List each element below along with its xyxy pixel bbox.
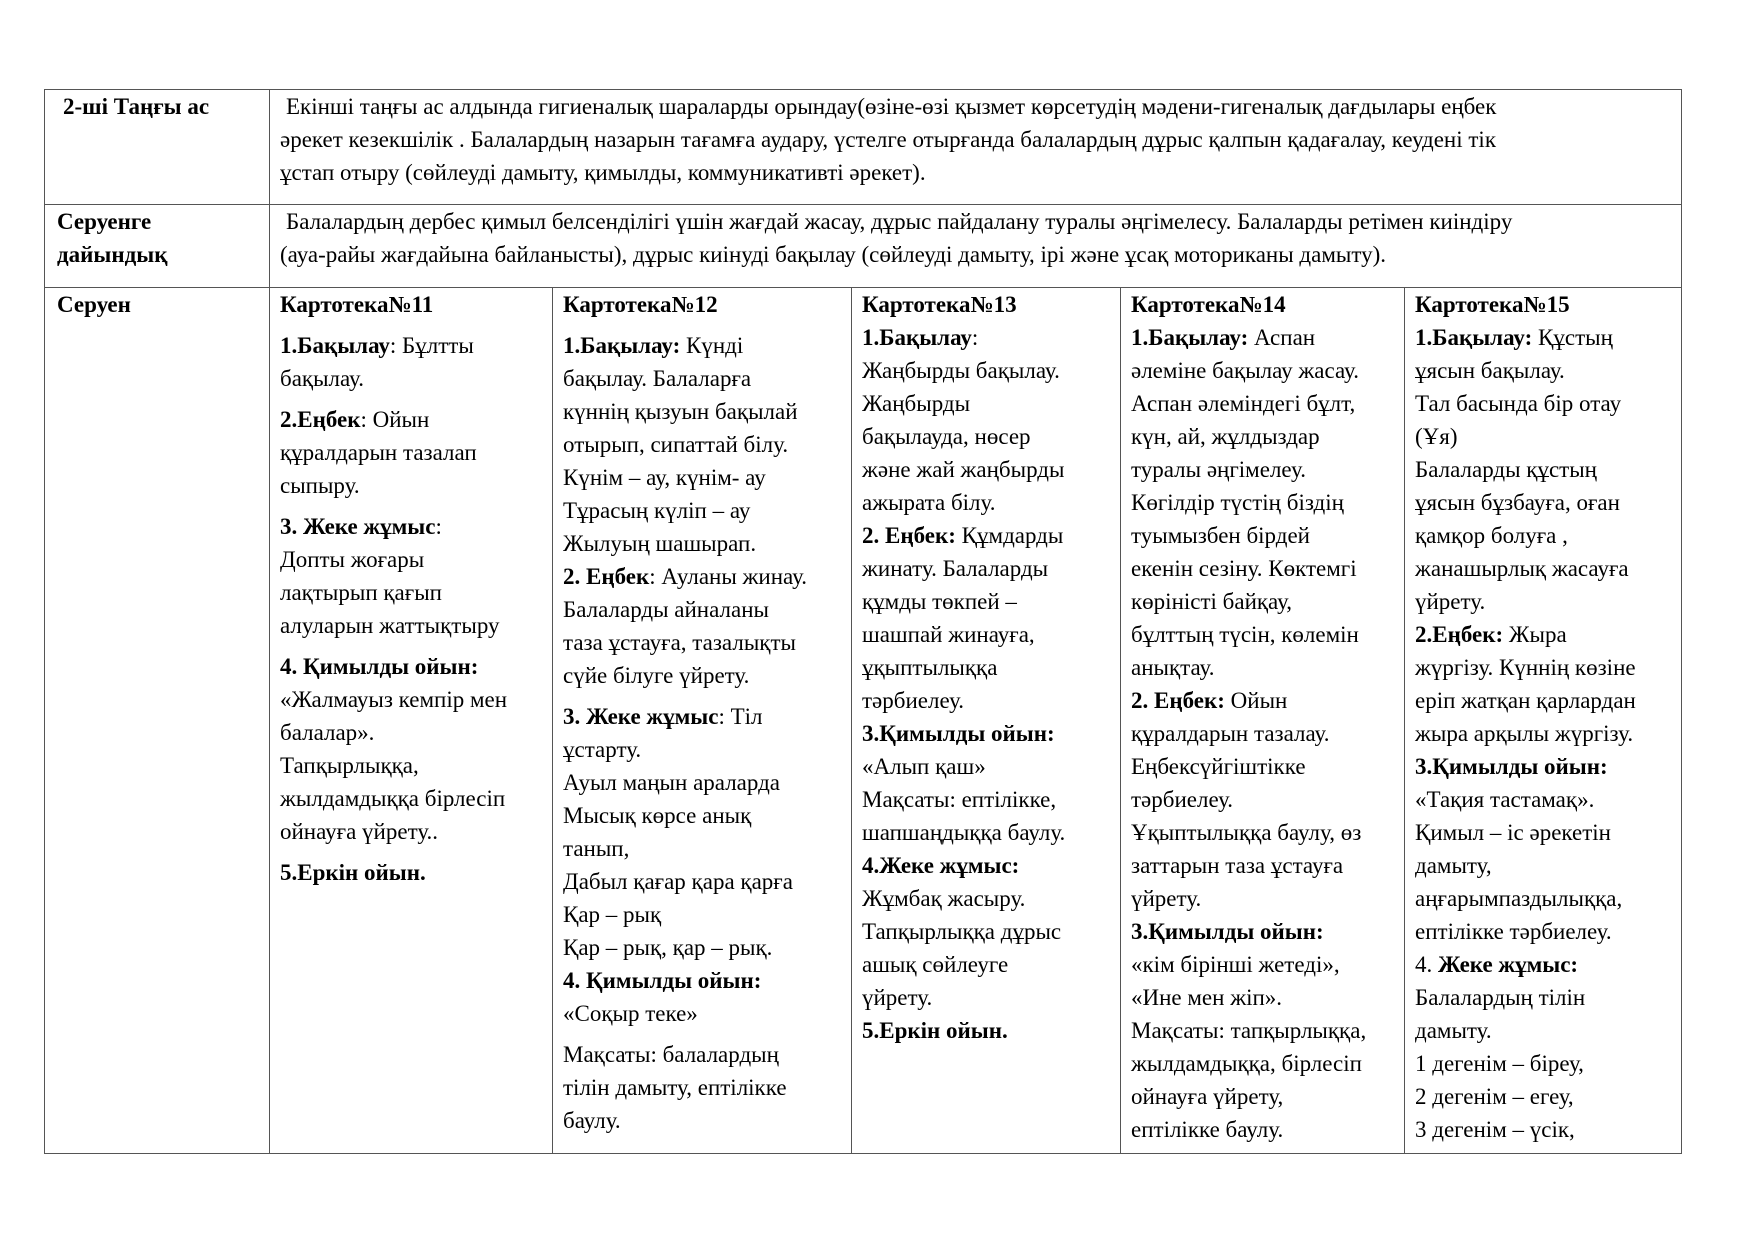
card-line bbox=[862, 1014, 1114, 1047]
bold-segment: 5.Еркін ойын. bbox=[862, 1018, 1008, 1043]
card-line bbox=[1131, 783, 1398, 816]
card-line bbox=[280, 362, 546, 395]
card-line bbox=[862, 783, 1114, 816]
card-section bbox=[563, 329, 845, 692]
text-segment: еріп жатқан қарлардан bbox=[1415, 688, 1636, 713]
bold-segment: 3.Қимылды ойын: bbox=[862, 721, 1055, 746]
card-line bbox=[563, 964, 845, 997]
card-line bbox=[280, 436, 546, 469]
bold-segment: 2. Еңбек: bbox=[862, 523, 956, 548]
card-line bbox=[1415, 816, 1675, 849]
text-segment: «Тақия тастамақ». bbox=[1415, 787, 1595, 812]
card-line bbox=[1131, 1113, 1398, 1146]
card-line bbox=[563, 1038, 845, 1071]
text-segment: (Ұя) bbox=[1415, 424, 1458, 449]
card-line bbox=[563, 560, 845, 593]
card-line bbox=[563, 362, 845, 395]
bold-segment: 4.Жеке жұмыс: bbox=[862, 853, 1020, 878]
card-line bbox=[1415, 948, 1675, 981]
text-segment: Еңбексүйгіштікке bbox=[1131, 754, 1306, 779]
text-segment: бақылауда, нөсер bbox=[862, 424, 1031, 449]
bold-segment: 5.Еркін ойын. bbox=[280, 860, 426, 885]
text-segment: лақтырып қағып bbox=[280, 580, 442, 605]
card-line bbox=[563, 626, 845, 659]
text-segment: Жаңбырды bbox=[862, 391, 971, 416]
row-label-cell bbox=[45, 90, 270, 205]
text-segment: Ойын bbox=[1224, 688, 1288, 713]
card-line bbox=[563, 733, 845, 766]
card-line bbox=[1415, 519, 1675, 552]
schedule-table bbox=[44, 89, 1682, 1154]
text-segment: және жай жаңбырды bbox=[862, 457, 1065, 482]
card-line bbox=[280, 782, 546, 815]
text-segment: ашық сөйлеуге bbox=[862, 952, 1009, 977]
bold-segment: 1.Бақылау bbox=[280, 333, 390, 358]
bold-segment: 3. Жеке жұмыс bbox=[280, 514, 436, 539]
card-line bbox=[1415, 651, 1675, 684]
bold-segment: 2. Еңбек bbox=[563, 564, 650, 589]
text-segment: құралдарын тазалау. bbox=[1131, 721, 1330, 746]
text-segment: Мақсаты: ептілікке, bbox=[862, 787, 1057, 812]
bold-segment: 1.Бақылау: bbox=[1131, 325, 1249, 350]
text-segment: әлеміне бақылау жасау. bbox=[1131, 358, 1359, 383]
text-segment: «кім бірінші жетеді», bbox=[1131, 952, 1340, 977]
card-line bbox=[862, 816, 1114, 849]
text-segment: танып, bbox=[563, 836, 630, 861]
row-label: 2-ші Таңғы ас bbox=[63, 94, 210, 119]
text-segment: құмды төкпей – bbox=[862, 589, 1017, 614]
card-line bbox=[862, 453, 1114, 486]
text-segment: Жаңбырды бақылау. bbox=[862, 358, 1060, 383]
card-line bbox=[862, 321, 1114, 354]
text-line: Балалардың дербес қимыл белсенділігі үшін жағдай жасау, дұрыс пайдалану туралы әңгімелесу. Балаларды ретімен киіндіру bbox=[286, 209, 1513, 234]
text-segment: таза ұстауға, тазалықты bbox=[563, 630, 796, 655]
card-line bbox=[280, 815, 546, 848]
text-segment: ажырата білу. bbox=[862, 490, 996, 515]
card-line bbox=[862, 849, 1114, 882]
card-line bbox=[280, 329, 546, 362]
text-segment: қамқор болуға , bbox=[1415, 523, 1568, 548]
card-line bbox=[1415, 354, 1675, 387]
card-line bbox=[1131, 1080, 1398, 1113]
text-segment: : Ойын bbox=[360, 407, 430, 432]
card-cell-12 bbox=[553, 288, 852, 1154]
text-segment: : Бұлтты bbox=[389, 333, 474, 358]
card-line bbox=[862, 420, 1114, 453]
text-segment: 2 дегенім – егеу, bbox=[1415, 1084, 1574, 1109]
text-segment: тәрбиелеу. bbox=[862, 688, 965, 713]
row-walk bbox=[45, 288, 1682, 1154]
text-segment: дамыту, bbox=[1415, 853, 1492, 878]
card-line bbox=[280, 650, 546, 683]
text-segment: жинату. Балаларды bbox=[862, 556, 1049, 581]
card-line bbox=[563, 832, 845, 865]
text-segment: отырып, сипаттай білу. bbox=[563, 432, 789, 457]
card-line bbox=[1131, 1014, 1398, 1047]
text-segment: шашпай жинауға, bbox=[862, 622, 1035, 647]
card-line bbox=[1415, 981, 1675, 1014]
card-line bbox=[563, 527, 845, 560]
card-line bbox=[1131, 387, 1398, 420]
card-section bbox=[1415, 321, 1675, 1146]
bold-segment: 2.Еңбек: bbox=[1415, 622, 1504, 647]
card-line bbox=[1131, 321, 1398, 354]
text-segment: ұстарту. bbox=[563, 737, 642, 762]
text-segment: көріністі байқау, bbox=[1131, 589, 1293, 614]
row-label-cell bbox=[45, 288, 270, 1154]
text-segment: ойнауға үйрету, bbox=[1131, 1084, 1284, 1109]
text-segment: бұлттың түсін, көлемін bbox=[1131, 622, 1359, 647]
text-line: әрекет кезекшілік . Балалардың назарын тағамға аудару, үстелге отырғанда балалардың дұрыс қалпын қадағалау, кеудені тік bbox=[280, 127, 1496, 152]
text-segment: жыра арқылы жүргізу. bbox=[1415, 721, 1634, 746]
card-section bbox=[280, 403, 546, 502]
text-segment: ойнауға үйрету.. bbox=[280, 819, 439, 844]
card-line bbox=[862, 750, 1114, 783]
text-segment: Қар – рық, қар – рық. bbox=[563, 935, 773, 960]
text-segment: Қар – рық bbox=[563, 902, 662, 927]
card-line bbox=[280, 469, 546, 502]
text-segment: жанашырлық жасауға bbox=[1415, 556, 1629, 581]
card-cell-14 bbox=[1121, 288, 1405, 1154]
card-line bbox=[1415, 1080, 1675, 1113]
card-line bbox=[1415, 1047, 1675, 1080]
card-line bbox=[563, 799, 845, 832]
text-segment: : Тіл bbox=[718, 704, 763, 729]
card-line bbox=[1415, 618, 1675, 651]
card-line bbox=[280, 609, 546, 642]
text-segment: «Алып қаш» bbox=[862, 754, 986, 779]
card-section bbox=[280, 856, 546, 889]
text-segment: Жұмбақ жасыру. bbox=[862, 886, 1026, 911]
card-line bbox=[1415, 420, 1675, 453]
text-segment: Жыра bbox=[1503, 622, 1567, 647]
text-segment: жылдамдыққа бірлесіп bbox=[280, 786, 506, 811]
card-line bbox=[862, 486, 1114, 519]
bold-segment: 3. Жеке жұмыс bbox=[563, 704, 719, 729]
card-line bbox=[1131, 948, 1398, 981]
text-segment: Күнді bbox=[680, 333, 744, 358]
card-line bbox=[1131, 552, 1398, 585]
card-line bbox=[862, 948, 1114, 981]
text-segment: Балаларды айналаны bbox=[563, 597, 769, 622]
text-segment: 1 дегенім – біреу, bbox=[1415, 1051, 1584, 1076]
card-line bbox=[1415, 684, 1675, 717]
card-line bbox=[1415, 750, 1675, 783]
text-segment: Тапқырлыққа, bbox=[280, 753, 419, 778]
card-line bbox=[862, 585, 1114, 618]
text-segment: жүргізу. Күннің көзіне bbox=[1415, 655, 1636, 680]
card-line bbox=[862, 915, 1114, 948]
card-line bbox=[1131, 1047, 1398, 1080]
text-segment: жылдамдыққа, бірлесіп bbox=[1131, 1051, 1362, 1076]
row-content-cell bbox=[270, 205, 1682, 288]
card-section bbox=[563, 700, 845, 1030]
card-line bbox=[563, 329, 845, 362]
card-cell-15 bbox=[1405, 288, 1682, 1154]
card-line bbox=[280, 576, 546, 609]
row-second-breakfast bbox=[45, 90, 1682, 205]
card-line bbox=[563, 865, 845, 898]
card-line bbox=[1131, 981, 1398, 1014]
card-line bbox=[1415, 915, 1675, 948]
card-line bbox=[1415, 882, 1675, 915]
text-segment: күннің қызуын бақылай bbox=[563, 399, 798, 424]
text-segment: : bbox=[971, 325, 979, 350]
text-segment: Дабыл қағар қара қарға bbox=[563, 869, 793, 894]
text-segment: Балалардың тілін bbox=[1415, 985, 1586, 1010]
card-line bbox=[1131, 915, 1398, 948]
card-line bbox=[280, 510, 546, 543]
card-line bbox=[862, 684, 1114, 717]
text-segment: Мысық көрсе анық bbox=[563, 803, 752, 828]
text-segment: күн, ай, жұлдыздар bbox=[1131, 424, 1320, 449]
text-segment: Балаларды құстың bbox=[1415, 457, 1597, 482]
card-line bbox=[1131, 684, 1398, 717]
card-line bbox=[1131, 486, 1398, 519]
text-line: ұстап отыру (сөйлеуді дамыту, қимылды, коммуникативті әрекет). bbox=[280, 160, 926, 185]
card-title: Картотека№12 bbox=[563, 292, 718, 317]
text-segment: ептілікке тәрбиелеу. bbox=[1415, 919, 1612, 944]
card-section bbox=[563, 1038, 845, 1137]
card-line bbox=[280, 716, 546, 749]
card-title: Картотека№15 bbox=[1415, 292, 1570, 317]
text-segment: құралдарын тазалап bbox=[280, 440, 477, 465]
text-segment: екенін сезіну. Көктемгі bbox=[1131, 556, 1357, 581]
text-segment: ұясын бақылау. bbox=[1415, 358, 1565, 383]
card-line bbox=[1131, 420, 1398, 453]
card-line bbox=[1415, 321, 1675, 354]
card-line bbox=[563, 461, 845, 494]
bold-segment: 3.Қимылды ойын: bbox=[1415, 754, 1608, 779]
text-segment: шапшаңдыққа баулу. bbox=[862, 820, 1066, 845]
text-segment: үйрету. bbox=[1415, 589, 1486, 614]
text-segment: Тұрасың күліп – ау bbox=[563, 498, 751, 523]
text-segment: аңғарымпаздылыққа, bbox=[1415, 886, 1623, 911]
card-line bbox=[1131, 882, 1398, 915]
card-line bbox=[1131, 453, 1398, 486]
text-segment: Ауыл маңын араларда bbox=[563, 770, 780, 795]
text-segment: 3 дегенім – үсік, bbox=[1415, 1117, 1575, 1142]
text-segment: : Ауланы жинау. bbox=[649, 564, 808, 589]
text-segment: Көгілдір түстің біздің bbox=[1131, 490, 1344, 515]
bold-segment: Жеке жұмыс: bbox=[1438, 952, 1579, 977]
card-line bbox=[563, 494, 845, 527]
card-line bbox=[563, 700, 845, 733]
text-segment: туымызбен бірдей bbox=[1131, 523, 1310, 548]
bold-segment: 1.Бақылау: bbox=[563, 333, 681, 358]
card-line bbox=[862, 552, 1114, 585]
bold-segment: 2. Еңбек: bbox=[1131, 688, 1225, 713]
text-segment: туралы әңгімелеу. bbox=[1131, 457, 1307, 482]
text-segment: заттарын таза ұстауға bbox=[1131, 853, 1344, 878]
text-segment: Жылуың шашырап. bbox=[563, 531, 757, 556]
text-segment: ұқыптылыққа bbox=[862, 655, 998, 680]
text-segment: «Жалмауыз кемпір мен bbox=[280, 687, 508, 712]
card-line bbox=[1131, 618, 1398, 651]
bold-segment: 1.Бақылау: bbox=[1415, 325, 1533, 350]
card-line bbox=[1131, 849, 1398, 882]
text-segment: алуларын жаттықтыру bbox=[280, 613, 500, 638]
card-line bbox=[1131, 519, 1398, 552]
card-line bbox=[563, 997, 845, 1030]
bold-segment: 2.Еңбек bbox=[280, 407, 361, 432]
text-segment: ұясын бұзбауға, оған bbox=[1415, 490, 1620, 515]
card-section bbox=[280, 510, 546, 642]
card-section bbox=[1131, 321, 1398, 1146]
card-line bbox=[280, 749, 546, 782]
card-line bbox=[1415, 717, 1675, 750]
text-segment: Тапқырлыққа дұрыс bbox=[862, 919, 1062, 944]
card-cell-13 bbox=[852, 288, 1121, 1154]
text-segment: Құмдарды bbox=[955, 523, 1064, 548]
text-segment: Аспан әлеміндегі бұлт, bbox=[1131, 391, 1356, 416]
text-segment: Құстың bbox=[1532, 325, 1613, 350]
text-segment: 4. bbox=[1415, 952, 1438, 977]
text-segment: сыпыру. bbox=[280, 473, 360, 498]
card-line bbox=[1415, 387, 1675, 420]
text-segment: Қимыл – іс әрекетін bbox=[1415, 820, 1611, 845]
card-line bbox=[280, 403, 546, 436]
text-segment: анықтау. bbox=[1131, 655, 1215, 680]
card-line bbox=[862, 981, 1114, 1014]
card-line bbox=[1415, 1014, 1675, 1047]
text-segment: Ұқыптылыққа баулу, өз bbox=[1131, 820, 1362, 845]
card-section bbox=[280, 650, 546, 848]
text-line: Екінші таңғы ас алдында гигиеналық шараларды орындау(өзіне-өзі қызмет көрсетудің мәдени-гигеналық дағдылары еңбек bbox=[286, 94, 1497, 119]
text-segment: дамыту. bbox=[1415, 1018, 1492, 1043]
text-segment: бақылау. bbox=[280, 366, 365, 391]
card-line bbox=[1131, 750, 1398, 783]
card-section bbox=[280, 329, 546, 395]
text-segment: тілін дамыту, ептілікке bbox=[563, 1075, 787, 1100]
card-line bbox=[862, 717, 1114, 750]
text-segment: Мақсаты: тапқырлыққа, bbox=[1131, 1018, 1367, 1043]
card-line bbox=[862, 387, 1114, 420]
card-line bbox=[1131, 354, 1398, 387]
card-title: Картотека№14 bbox=[1131, 292, 1286, 317]
text-line: (ауа-райы жағдайына байланысты), дұрыс киінуді бақылау (сөйлеуді дамыту, ірі және ұсақ моториканы дамыту). bbox=[280, 242, 1386, 267]
card-line bbox=[563, 931, 845, 964]
card-title: Картотека№13 bbox=[862, 292, 1017, 317]
bold-segment: 4. Қимылды ойын: bbox=[563, 968, 762, 993]
row-content-cell bbox=[270, 90, 1682, 205]
bold-segment: 3.Қимылды ойын: bbox=[1131, 919, 1324, 944]
row-label: Серуен bbox=[57, 292, 131, 317]
card-line bbox=[1415, 783, 1675, 816]
card-line bbox=[563, 898, 845, 931]
text-segment: Күнім – ау, күнім- ау bbox=[563, 465, 766, 490]
card-line bbox=[563, 593, 845, 626]
row-label: Серуенге bbox=[57, 209, 152, 234]
card-line bbox=[862, 618, 1114, 651]
text-segment: баулу. bbox=[563, 1108, 621, 1133]
card-line bbox=[280, 856, 546, 889]
card-line bbox=[1415, 486, 1675, 519]
card-line bbox=[1131, 816, 1398, 849]
card-line bbox=[563, 1071, 845, 1104]
bold-segment: 4. Қимылды ойын: bbox=[280, 654, 479, 679]
row-walk-preparation bbox=[45, 205, 1682, 288]
card-line bbox=[280, 683, 546, 716]
card-line bbox=[1131, 651, 1398, 684]
card-line bbox=[1131, 585, 1398, 618]
card-line bbox=[1415, 1113, 1675, 1146]
card-line bbox=[1415, 552, 1675, 585]
text-segment: балалар». bbox=[280, 720, 375, 745]
card-title: Картотека№11 bbox=[280, 292, 434, 317]
text-segment: Тал басында бір отау bbox=[1415, 391, 1622, 416]
text-segment: Аспан bbox=[1248, 325, 1316, 350]
card-line bbox=[862, 882, 1114, 915]
card-line bbox=[862, 651, 1114, 684]
text-segment: бақылау. Балаларға bbox=[563, 366, 752, 391]
text-segment: «Ине мен жіп». bbox=[1131, 985, 1283, 1010]
card-section bbox=[862, 321, 1114, 1047]
card-line bbox=[1415, 453, 1675, 486]
row-label-cell bbox=[45, 205, 270, 288]
text-segment: Мақсаты: балалардың bbox=[563, 1042, 779, 1067]
card-line bbox=[563, 395, 845, 428]
card-line bbox=[1415, 849, 1675, 882]
card-line bbox=[563, 766, 845, 799]
card-line bbox=[280, 543, 546, 576]
text-segment: Допты жоғары bbox=[280, 547, 425, 572]
card-line bbox=[563, 659, 845, 692]
row-label: дайындық bbox=[57, 242, 168, 267]
text-segment: үйрету. bbox=[862, 985, 933, 1010]
bold-segment: 1.Бақылау bbox=[862, 325, 972, 350]
card-line bbox=[1415, 585, 1675, 618]
card-cell-11 bbox=[270, 288, 553, 1154]
card-line bbox=[563, 428, 845, 461]
text-segment: үйрету. bbox=[1131, 886, 1202, 911]
card-line bbox=[1131, 717, 1398, 750]
card-line bbox=[862, 519, 1114, 552]
card-line bbox=[862, 354, 1114, 387]
text-segment: : bbox=[435, 514, 442, 539]
text-segment: ептілікке баулу. bbox=[1131, 1117, 1284, 1142]
card-line bbox=[563, 1104, 845, 1137]
text-segment: сүйе білуге үйрету. bbox=[563, 663, 750, 688]
text-segment: «Соқыр теке» bbox=[563, 1001, 698, 1026]
text-segment: тәрбиелеу. bbox=[1131, 787, 1234, 812]
